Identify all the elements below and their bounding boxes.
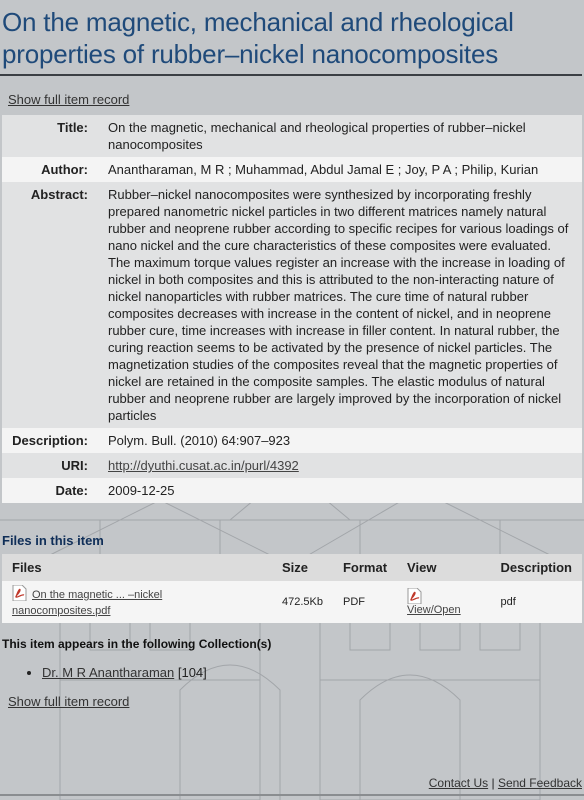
metadata-label: Author: [41, 162, 88, 177]
uri-link[interactable]: http://dyuthi.cusat.ac.in/purl/4392 [108, 458, 299, 473]
collections-list [0, 665, 584, 680]
files-heading: Files in this item [2, 533, 104, 548]
metadata-value: Anantharaman, M R ; Muhammad, Abdul Jamal E ; Joy, P A ; Philip, Kurian [108, 162, 539, 177]
column-header-description: Description [490, 554, 582, 581]
show-full-record-link-bottom[interactable]: Show full item record [8, 694, 130, 709]
send-feedback-link[interactable]: Send Feedback [497, 776, 582, 790]
metadata-label: URI: [61, 458, 88, 473]
page-title: On the magnetic, mechanical and rheological properties of rubber–nickel nanocomposites [0, 0, 582, 76]
collections-heading: This item appears in the following Collection(s) [2, 637, 272, 651]
metadata-label: Abstract: [30, 187, 88, 202]
pdf-icon [407, 588, 422, 604]
file-name-part1: On the magnetic ... –nickel [32, 589, 163, 601]
metadata-value: 2009-12-25 [108, 483, 175, 498]
contact-us-link[interactable]: Contact Us [428, 776, 489, 790]
file-view-cell [397, 581, 490, 623]
footer-separator: | [491, 776, 495, 790]
file-name-link[interactable] [12, 589, 162, 617]
item-metadata-table [2, 115, 582, 503]
collection-item [42, 665, 584, 680]
files-table [2, 554, 582, 623]
metadata-row-description [2, 428, 582, 453]
collection-link[interactable]: Dr. M R Anantharaman [42, 665, 175, 680]
metadata-row-uri [2, 453, 582, 478]
metadata-label: Date: [55, 483, 88, 498]
column-header-files: Files [2, 554, 272, 581]
footer [429, 776, 582, 790]
file-description: pdf [490, 581, 582, 623]
files-header-row [2, 554, 582, 581]
metadata-value: Rubber–nickel nanocomposites were synthesized by incorporating freshly prepared nanometric nickel particles in two different matrices namely natural rubber and neoprene rubber according to specific recipes for various loadings of nano nickel and the cure characteristics of these composites were evaluated. The maximum torque values register an increase with the increase in loading of nickel in both composites and this is attributed to the non-interacting nature of nickel nanoparticles with rubber matrices. The cure time of natural rubber composites decreases with increase in the content of nickel, and in neoprene rubber cure, time increases with increase in filler content. In natural rubber, the curing reaction seems to be activated by the presence of nickel particles. The magnetization studies of the composites reveal that the magnetic properties of nickel are retained in the composite samples. The elastic modulus of natural rubber and neoprene rubber are largely improved by the incorporation of nickel particles [108, 187, 569, 423]
view-open-link[interactable]: View/Open [407, 604, 461, 616]
metadata-row-author [2, 157, 582, 182]
show-full-record-link[interactable]: Show full item record [8, 92, 130, 107]
column-header-size: Size [272, 554, 333, 581]
metadata-value [102, 453, 582, 478]
file-format: PDF [333, 581, 397, 623]
footer-divider [0, 794, 584, 796]
file-row [2, 581, 582, 623]
column-header-view: View [397, 554, 490, 581]
metadata-value: On the magnetic, mechanical and rheological properties of rubber–nickel nanocomposites [108, 120, 526, 152]
file-name-part2: nanocomposites.pdf [12, 605, 111, 617]
column-header-format: Format [333, 554, 397, 581]
pdf-icon [12, 585, 27, 601]
metadata-label: Description: [12, 433, 88, 448]
metadata-value: Polym. Bull. (2010) 64:907–923 [108, 433, 291, 448]
metadata-row-title [2, 115, 582, 157]
file-size: 472.5Kb [272, 581, 333, 623]
metadata-label: Title: [57, 120, 88, 135]
file-name-cell [2, 581, 272, 623]
metadata-row-abstract [2, 182, 582, 428]
metadata-row-date [2, 478, 582, 503]
collection-count: [104] [177, 665, 207, 680]
